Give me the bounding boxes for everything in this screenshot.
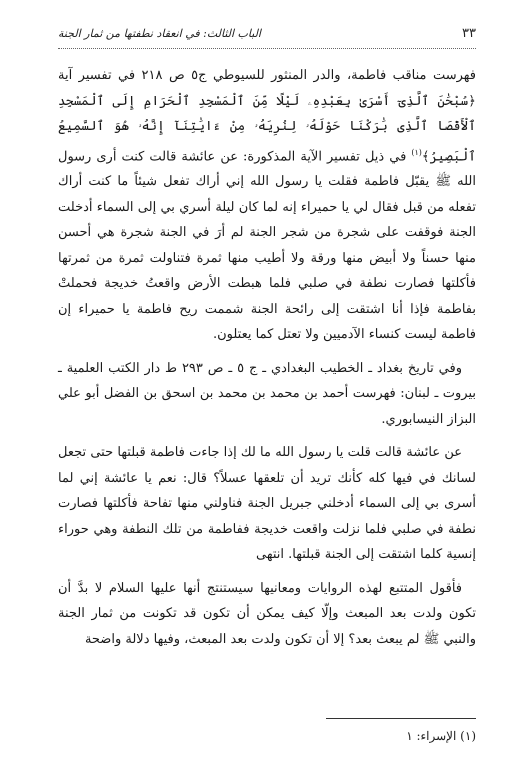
footnote-marker: (١): [411, 147, 422, 157]
paragraph-4: فأقول المتتبع لهذه الروايات ومعانيها سيستنتج أنها عليها السلام لا بدَّ أن تكون ولدت بعد المبعث وإلّا كيف يمكن أن تكون قد تكونت من ثمار الجنة والنبي ﷺ لم يبعث بعد؟ إلا أن تكون ولدت بعد المبعث، وفيها دلالة واضحة: [58, 580, 476, 647]
paragraph-1-intro: فهرست مناقب فاطمة، والدر المنثور للسيوطي ج٥ ص ٢١٨ في تفسير آية: [58, 68, 476, 83]
quran-verse: ﴿سُبْحَٰنَ ٱلَّذِىٓ أَسْرَىٰ بِعَبْدِهِۦ لَيْلًا مِّنَ ٱلْمَسْجِدِ ٱلْحَرَامِ إِلَى ٱلْمَسْجِدِ ٱلْأَقْصَا ٱلَّذِى بَٰرَكْنَا حَوْلَهُۥ لِنُرِيَهُۥ مِنْ ءَايَٰتِنَآ إِنَّهُۥ هُوَ ٱلسَّمِيعُ ٱلْبَصِيرُ﴾: [58, 93, 476, 164]
page-header: [58, 26, 476, 49]
book-page: [58, 26, 476, 756]
page-number: ٣٣: [462, 26, 476, 41]
paragraph-2: وفي تاريخ بغداد ـ الخطيب البغدادي ـ ج ٥ ـ ص ٢٩٣ ط دار الكتب العلمية ـ بيروت ـ لبنان: فهرست أحمد بن محمد بن محمد بن اسحق بن الفضل أبو علي البزاز النيسابوري.: [58, 360, 476, 427]
running-title: الباب الثالث: في انعقاد نطفتها من ثمار الجنة: [58, 27, 261, 40]
footnote-separator: [326, 718, 476, 719]
paragraph-3: عن عائشة قالت قلت يا رسول الله ما لك إذا جاءت فاطمة قبلتها حتى تجعل لسانك في فيها كله كأنك تريد أن تلعقها عسلاً؟ قال: نعم يا عائشة إني لما أسرى بي إلى السماء أدخلني جبريل الجنة فناولني منها تفاحة فأكلتها فصارت نطفة في صلبي فلما نزلت واقعت خديجة ففاطمة من تلك النطفة وهي حوراء إنسية كلما اشتقت إلى الجنة قبلتها. انتهى: [58, 445, 476, 563]
paragraph-1-body: في ذيل تفسير الآية المذكورة: عن عائشة قالت كنت أرى رسول الله ﷺ يقبّل فاطمة فقلت يا رسول الله إني أراك تفعل شيئاً ما كنت أراك تفعله من قبل فقال لي يا حميراء إنه لما كان ليلة أسري بي إلى السماء أدخلت الجنة فوقفت على شجرة من شجر الجنة لم أرَ في الجنة شجرة هي أحسن منها حسناً ولا أبيض منها ورقة ولا أطيب منها ثمرة فتناولت ثمرة من ثمرتها فأكلتها فصارت نطفة في صلبي فلما هبطت الأرض واقعتُ خديجة فحملتْ بفاطمة فإذا أنا اشتقت إلى رائحة الجنة شممت ريح فاطمة يا حميراء إن فاطمة ليست كنساء الآدميين ولا تعتل كما يعتلون.: [58, 148, 476, 343]
paragraph-1: [58, 63, 476, 348]
footnote: (١) الإسراء: ١: [406, 729, 476, 743]
